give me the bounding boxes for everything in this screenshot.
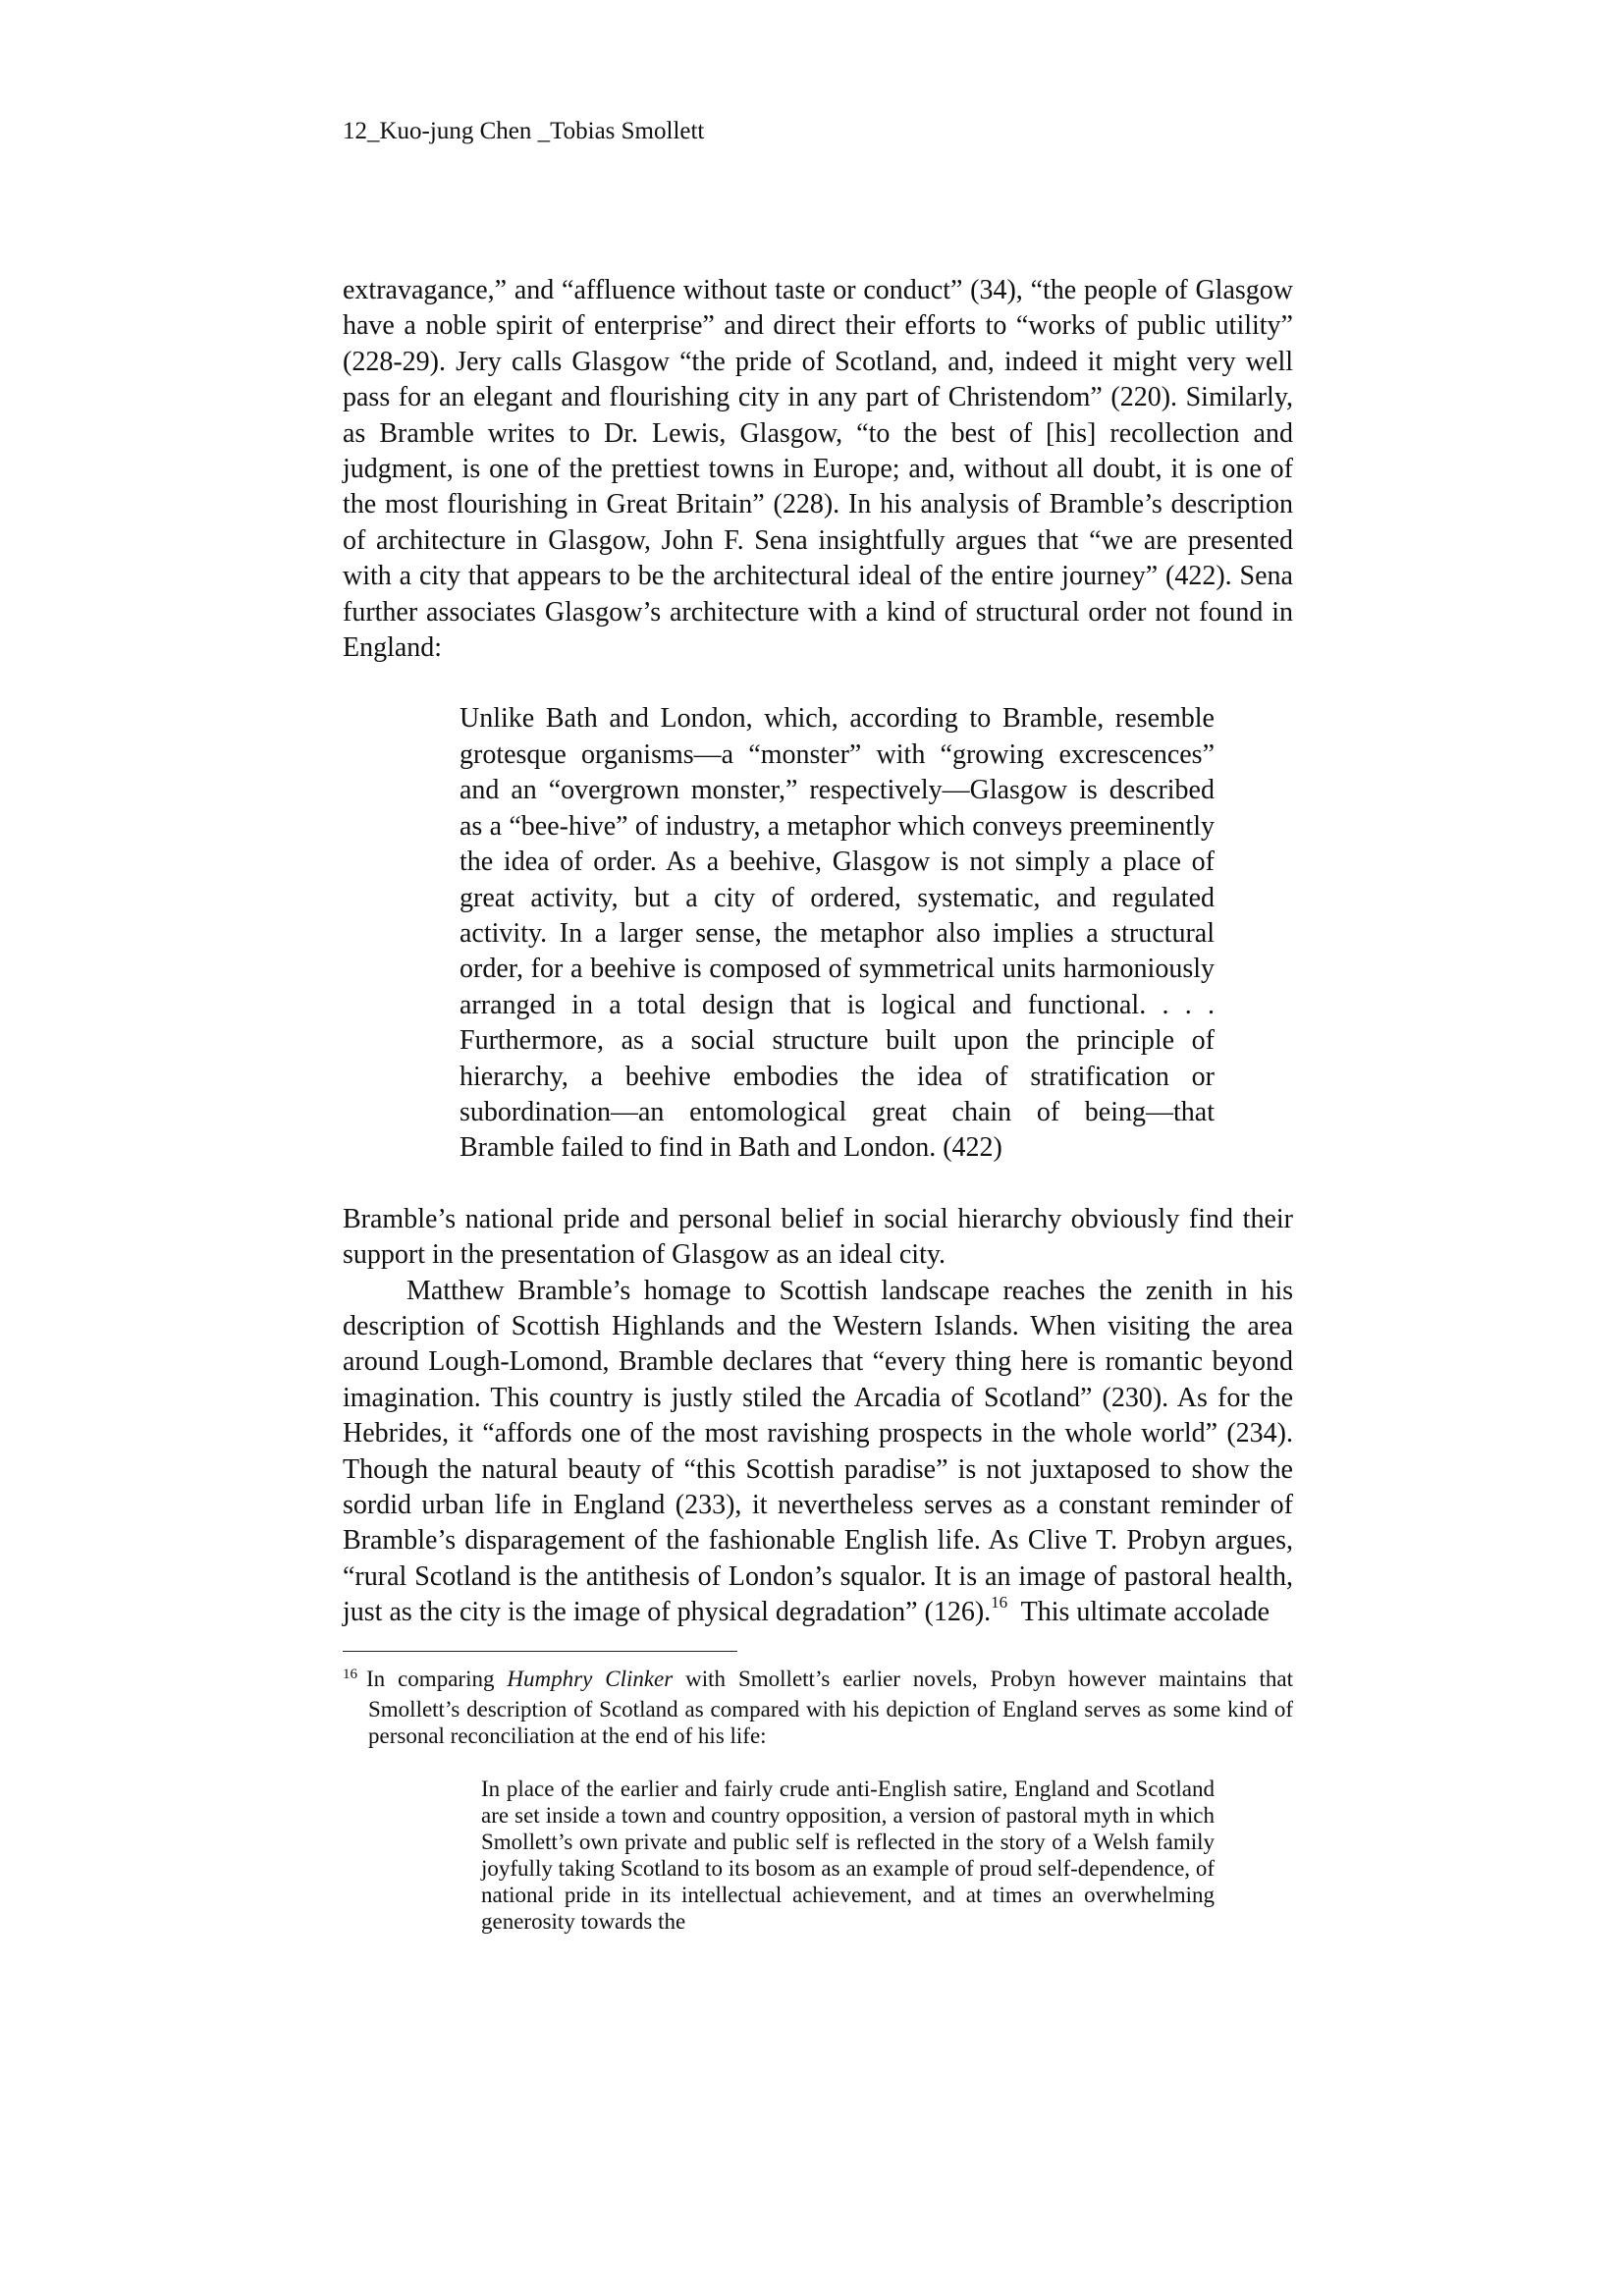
footnote-reference: 16 bbox=[991, 1592, 1008, 1612]
paragraph-2: Bramble’s national pride and personal belief in social hierarchy obviously find their support in the presentation of Glasgow as an ideal city. bbox=[343, 1203, 1293, 1271]
footnote-16 bbox=[343, 1666, 1293, 1935]
footnote-block-quote: In place of the earlier and fairly crude anti-English satire, England and Scotland are set inside a town and country opposition, a version of pastoral myth in which Smollett’s own private and public self is reflected in the story of a Welsh family joyfully taking Scotland to its bosom as an example of proud self-dependence, of national pride in its intellectual achievement, and at times an overwhelming generosity towards the bbox=[481, 1777, 1215, 1934]
main-text bbox=[343, 273, 1293, 1631]
footnote-text bbox=[343, 1666, 1293, 1749]
paragraph-1: extravagance,” and “affluence without taste or conduct” (34), “the people of Glasgow have a noble spirit of enterprise” and direct their efforts to “works of public utility” (228-29). Jery calls Glasgow “the pride of Scotland, and, indeed it might very well pass for an elegant and flourishing city in any part of Christendom” (220). Similarly, as Bramble writes to Dr. Lewis, Glasgow, “to the best of [his] recollection and judgment, is one of the prettiest towns in Europe; and, without all doubt, it is one of the most flourishing in Great Britain” (228). In his analysis of Bramble’s description of architecture in Glasgow, John F. Sena insightfully argues that “we are presented with a city that appears to be the architectural ideal of the entire journey” (422). Sena further associates Glasgow’s architecture with a kind of structural order not found in England: bbox=[343, 275, 1293, 664]
block-quote-sena: Unlike Bath and London, which, according to Bramble, resemble grotesque organisms—a “monster” with “growing excrescences” and an “overgrown monster,” respectively—Glasgow is described as a “bee-hive” of industry, a metaphor which conveys preeminently the idea of order. As a beehive, Glasgow is not simply a place of great activity, but a city of ordered, systematic, and regulated activity. In a larger sense, the metaphor also implies a structural order, for a beehive is composed of symmetrical units harmoniously arranged in a total design that is logical and functional. . . . Furthermore, as a social structure built upon the principle of hierarchy, a beehive embodies the idea of stratification or subordination—an entomological great chain of being—that Bramble failed to find in Bath and London. (422) bbox=[460, 703, 1215, 1164]
paragraph-3-tail: This ultimate accolade bbox=[1020, 1597, 1271, 1628]
footnote-text-after: with Smollett’s earlier novels, Probyn however maintains that Smollett’s description of Scotland as compared with his depiction of England serves as some kind of personal reconciliation at the end of his life: bbox=[368, 1667, 1294, 1748]
paragraph-3 bbox=[343, 1274, 1293, 1631]
footnote-book-title: Humphry Clinker bbox=[507, 1667, 674, 1691]
footnote-divider bbox=[343, 1651, 737, 1652]
footnote-text-before: In comparing bbox=[366, 1667, 508, 1691]
footnote-marker: 16 bbox=[343, 1667, 357, 1682]
running-head: 12_Kuo-jung Chen _Tobias Smollett bbox=[343, 118, 705, 144]
paragraph-3-text: Matthew Bramble’s homage to Scottish landscape reaches the zenith in his description of Scottish Highlands and the Western Islands. When visiting the area around Lough-Lomond, Bramble declares that “every thing here is romantic beyond imagination. This country is justly stiled the Arcadia of Scotland” (230). As for the Hebrides, it “affords one of the most ravishing prospects in the whole world” (234). Though the natural beauty of “this Scottish paradise” is not juxtaposed to show the sordid urban life in England (233), it nevertheless serves as a constant reminder of Bramble’s disparagement of the fashionable English life. As Clive T. Probyn argues, “rural Scotland is the antithesis of London’s squalor. It is an image of pastoral health, just as the city is the image of physical degradation” (126). bbox=[343, 1275, 1293, 1628]
